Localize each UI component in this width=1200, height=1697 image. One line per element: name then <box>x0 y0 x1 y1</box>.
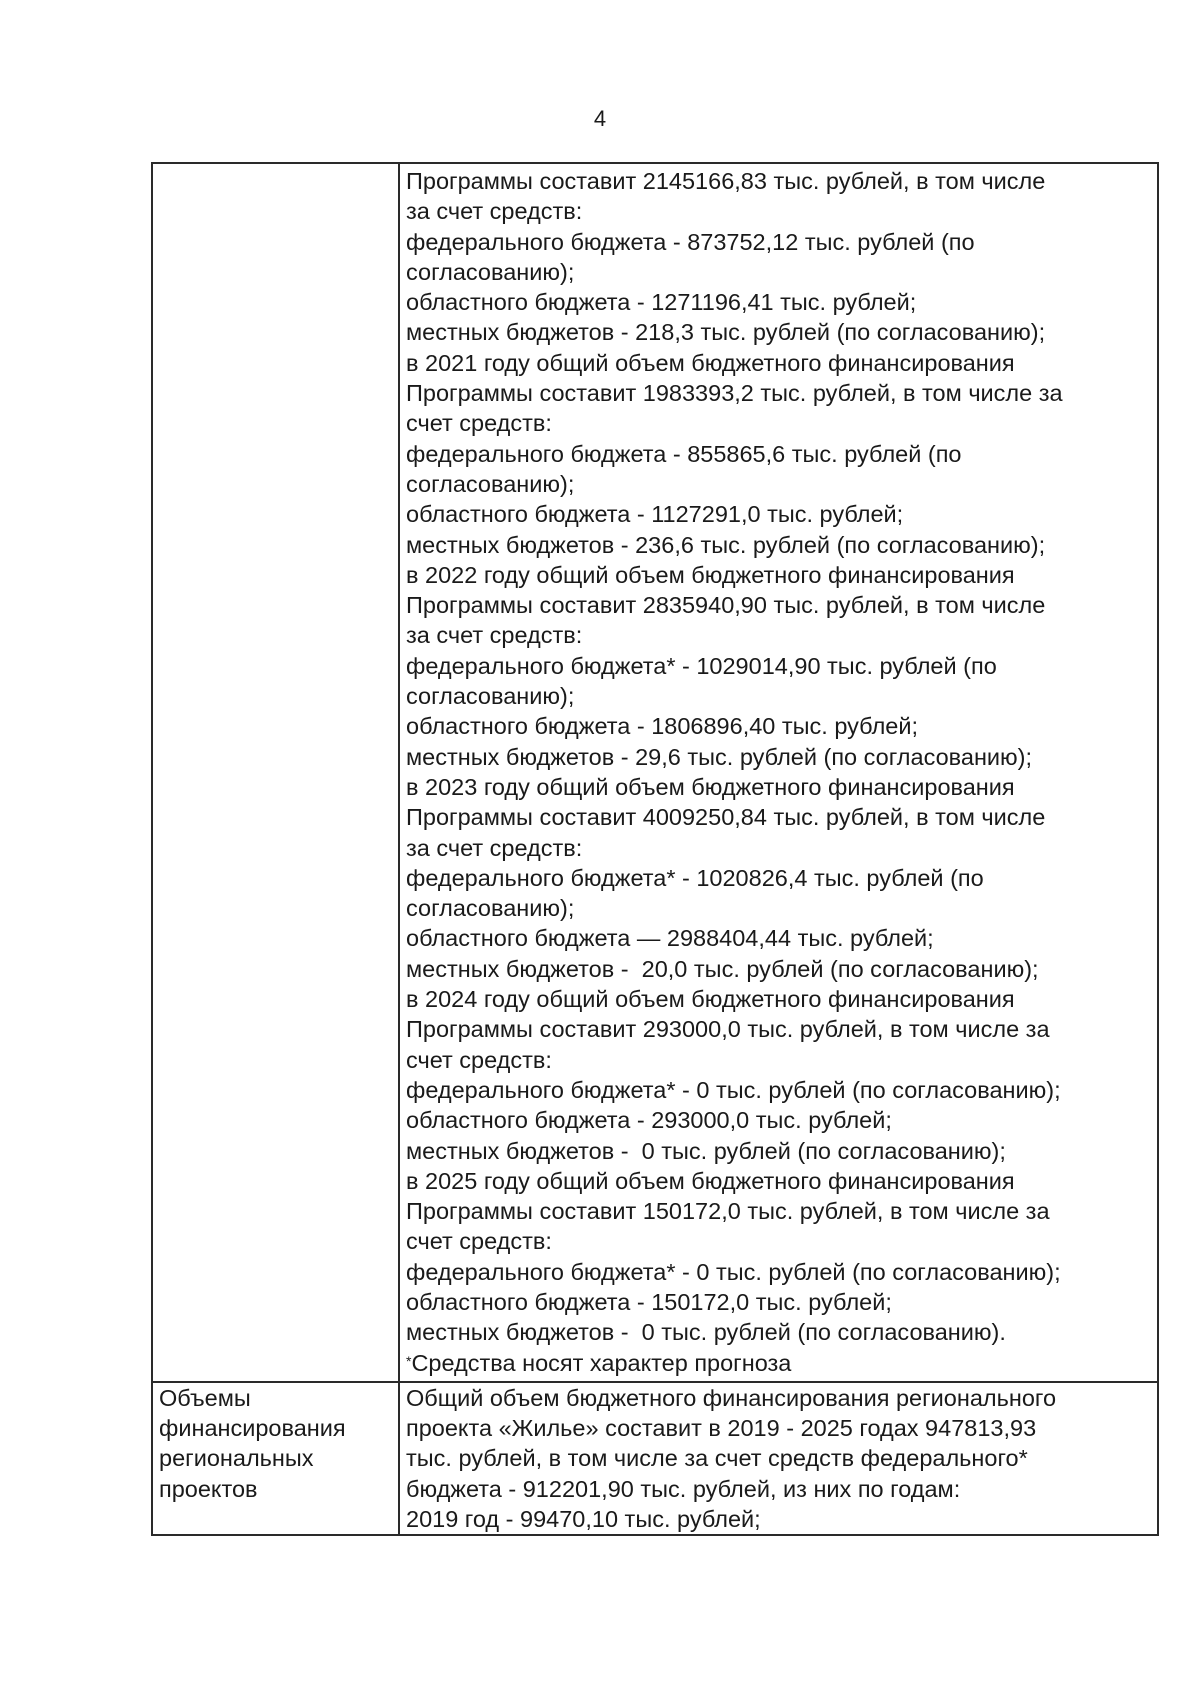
text-line: финансирования <box>159 1415 346 1442</box>
table-row-regional-projects <box>152 1382 1158 1535</box>
text-line: областного бюджета - 150172,0 тыс. рублей; <box>406 1288 892 1315</box>
text-line: согласованию); <box>406 470 575 497</box>
text-line: за счет средств: <box>406 622 583 649</box>
footnote <box>406 1348 1151 1378</box>
text-line: бюджета - 912201,90 тыс. рублей, из них по годам: <box>406 1475 961 1502</box>
page-number: 4 <box>593 106 607 131</box>
footnote-text: Средства носят характер прогноза <box>411 1349 792 1376</box>
text-line: Объемы <box>159 1384 251 1411</box>
text-line: федерального бюджета* - 0 тыс. рублей (по согласованию); <box>406 1076 1061 1103</box>
text-line: в 2024 году общий объем бюджетного финансирования <box>406 986 1015 1013</box>
text-line: Программы составит 1983393,2 тыс. рублей, в том числе за <box>406 380 1063 407</box>
text-line: Программы составит 4009250,84 тыс. рублей, в том числе <box>406 804 1046 831</box>
text-line: областного бюджета - 1127291,0 тыс. рублей; <box>406 501 904 528</box>
text-line: в 2021 году общий объем бюджетного финансирования <box>406 349 1015 376</box>
text-line: местных бюджетов - 29,6 тыс. рублей (по согласованию); <box>406 743 1033 770</box>
text-line: Общий объем бюджетного финансирования регионального <box>406 1384 1057 1411</box>
text-line: федерального бюджета* - 1020826,4 тыс. рублей (по <box>406 864 984 891</box>
text-line: региональных <box>159 1445 314 1472</box>
row2-text-lines <box>406 1383 1151 1534</box>
text-line: счет средств: <box>406 410 552 437</box>
table-row-program-financing <box>152 163 1158 1382</box>
text-line: в 2022 году общий объем бюджетного финансирования <box>406 561 1015 588</box>
text-line: 2019 год - 99470,10 тыс. рублей; <box>406 1506 761 1533</box>
text-line: федерального бюджета - 873752,12 тыс. рублей (по <box>406 228 975 255</box>
text-line: областного бюджета - 1271196,41 тыс. рублей; <box>406 289 917 316</box>
text-line: проектов <box>159 1475 258 1502</box>
row2-label-lines <box>159 1383 392 1504</box>
text-line: местных бюджетов - 236,6 тыс. рублей (по согласованию); <box>406 531 1046 558</box>
text-line: местных бюджетов - 0 тыс. рублей (по согласованию). <box>406 1319 1006 1346</box>
text-line: местных бюджетов - 0 тыс. рублей (по согласованию); <box>406 1137 1006 1164</box>
text-line: областного бюджета - 293000,0 тыс. рублей; <box>406 1107 892 1134</box>
row1-label-cell <box>152 163 399 1382</box>
text-line: Программы составит 2145166,83 тыс. рублей, в том числе <box>406 168 1046 194</box>
financing-table <box>151 162 1159 1536</box>
text-line: в 2025 году общий объем бюджетного финансирования <box>406 1167 1015 1194</box>
text-line: областного бюджета - 1806896,40 тыс. рублей; <box>406 713 919 740</box>
text-line: счет средств: <box>406 1046 552 1073</box>
row2-content-cell <box>399 1382 1158 1535</box>
row2-label-cell <box>152 1382 399 1535</box>
text-line: согласованию); <box>406 683 575 710</box>
text-line: Программы составит 293000,0 тыс. рублей, в том числе за <box>406 1016 1050 1043</box>
text-line: федерального бюджета* - 0 тыс. рублей (по согласованию); <box>406 1258 1061 1285</box>
row1-content-cell <box>399 163 1158 1382</box>
footnote-mark: * <box>406 1352 412 1369</box>
text-line: за счет средств: <box>406 834 583 861</box>
text-line: в 2023 году общий объем бюджетного финансирования <box>406 773 1015 800</box>
text-line: за счет средств: <box>406 198 583 225</box>
text-line: федерального бюджета - 855865,6 тыс. рублей (по <box>406 440 962 467</box>
text-line: областного бюджета — 2988404,44 тыс. рублей; <box>406 925 934 952</box>
row1-text-lines <box>406 166 1151 1348</box>
text-line: счет средств: <box>406 1228 552 1255</box>
text-line: местных бюджетов - 218,3 тыс. рублей (по согласованию); <box>406 319 1046 346</box>
text-line: согласованию); <box>406 258 575 285</box>
text-line: Программы составит 150172,0 тыс. рублей, в том числе за <box>406 1198 1050 1225</box>
text-line: местных бюджетов - 20,0 тыс. рублей (по согласованию); <box>406 955 1039 982</box>
text-line: федерального бюджета* - 1029014,90 тыс. рублей (по <box>406 652 997 679</box>
text-line: Программы составит 2835940,90 тыс. рублей, в том числе <box>406 592 1046 619</box>
text-line: согласованию); <box>406 895 575 922</box>
text-line: тыс. рублей, в том числе за счет средств федерального* <box>406 1445 1028 1472</box>
text-line: проекта «Жилье» составит в 2019 - 2025 годах 947813,93 <box>406 1415 1037 1442</box>
